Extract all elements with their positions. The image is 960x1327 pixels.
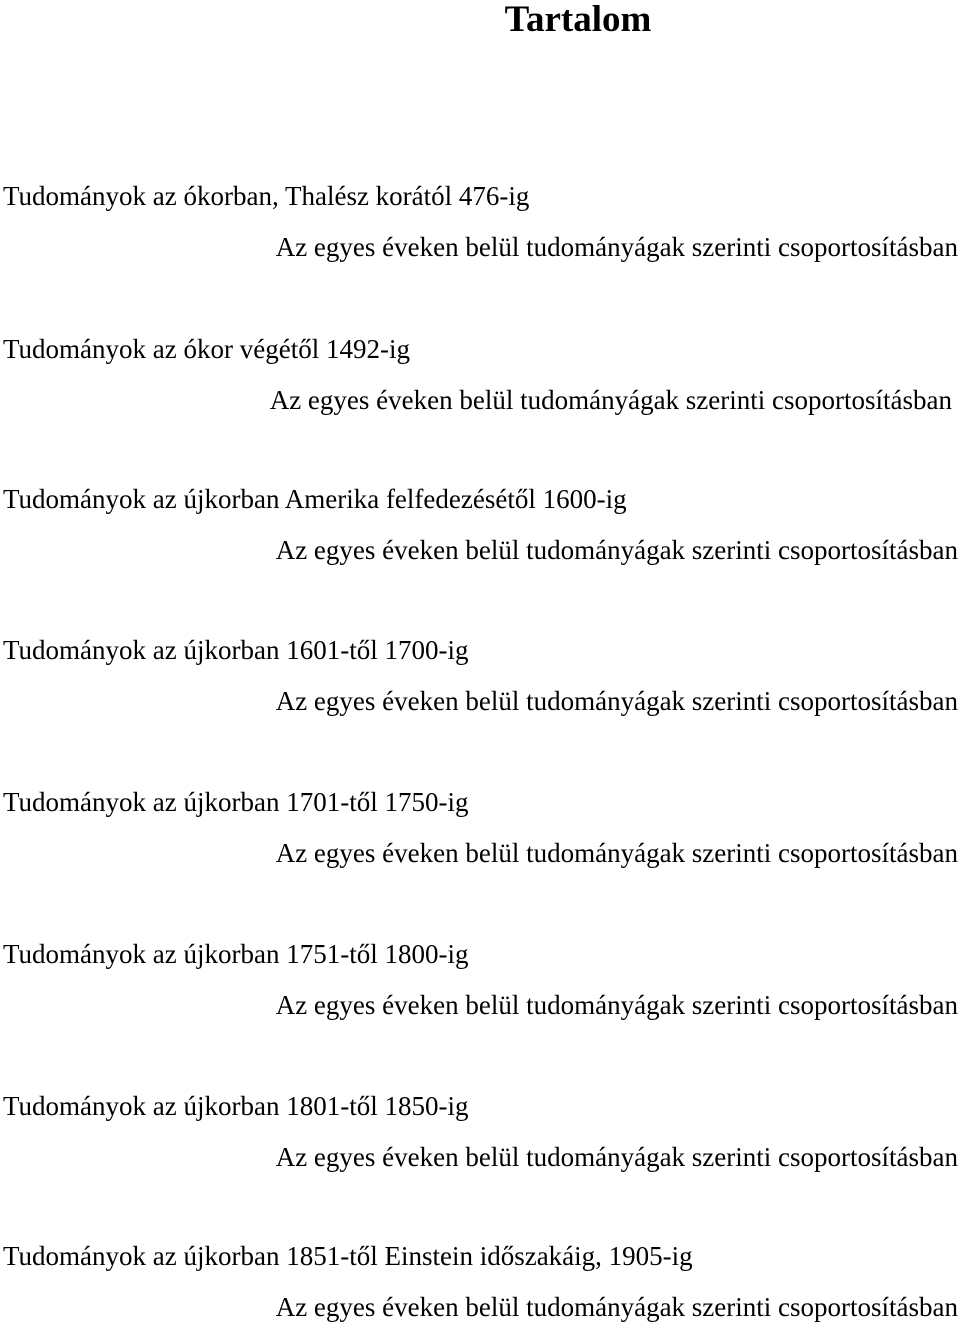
toc-entry-subtitle: Az egyes éveken belül tudományágak szerinti csoportosításban: [269, 385, 952, 415]
toc-entry-title: Tudományok az ókor végétől 1492-ig: [3, 334, 410, 364]
page-title: Tartalom: [504, 0, 652, 40]
toc-entry-subtitle: Az egyes éveken belül tudományágak szerinti csoportosításban: [275, 990, 958, 1020]
toc-entry-subtitle: Az egyes éveken belül tudományágak szerinti csoportosításban: [275, 535, 958, 565]
toc-entry-title: Tudományok az ókorban, Thalész korától 476-ig: [3, 181, 530, 211]
toc-entry-subtitle: Az egyes éveken belül tudományágak szerinti csoportosításban: [275, 1142, 958, 1172]
toc-entry-title: Tudományok az újkorban 1701-től 1750-ig: [3, 787, 469, 817]
toc-entry-title: Tudományok az újkorban Amerika felfedezésétől 1600-ig: [3, 484, 627, 514]
toc-entry-title: Tudományok az újkorban 1751-től 1800-ig: [3, 939, 469, 969]
toc-entry-title: Tudományok az újkorban 1601-től 1700-ig: [3, 635, 469, 665]
toc-entry-title: Tudományok az újkorban 1801-től 1850-ig: [3, 1091, 469, 1121]
toc-entry-subtitle: Az egyes éveken belül tudományágak szerinti csoportosításban: [275, 838, 958, 868]
toc-entry-subtitle: Az egyes éveken belül tudományágak szerinti csoportosításban: [275, 1292, 958, 1322]
toc-entry-subtitle: Az egyes éveken belül tudományágak szerinti csoportosításban: [275, 232, 958, 262]
toc-entry-subtitle: Az egyes éveken belül tudományágak szerinti csoportosításban: [275, 686, 958, 716]
toc-entry-title: Tudományok az újkorban 1851-től Einstein időszakáig, 1905-ig: [3, 1241, 693, 1271]
